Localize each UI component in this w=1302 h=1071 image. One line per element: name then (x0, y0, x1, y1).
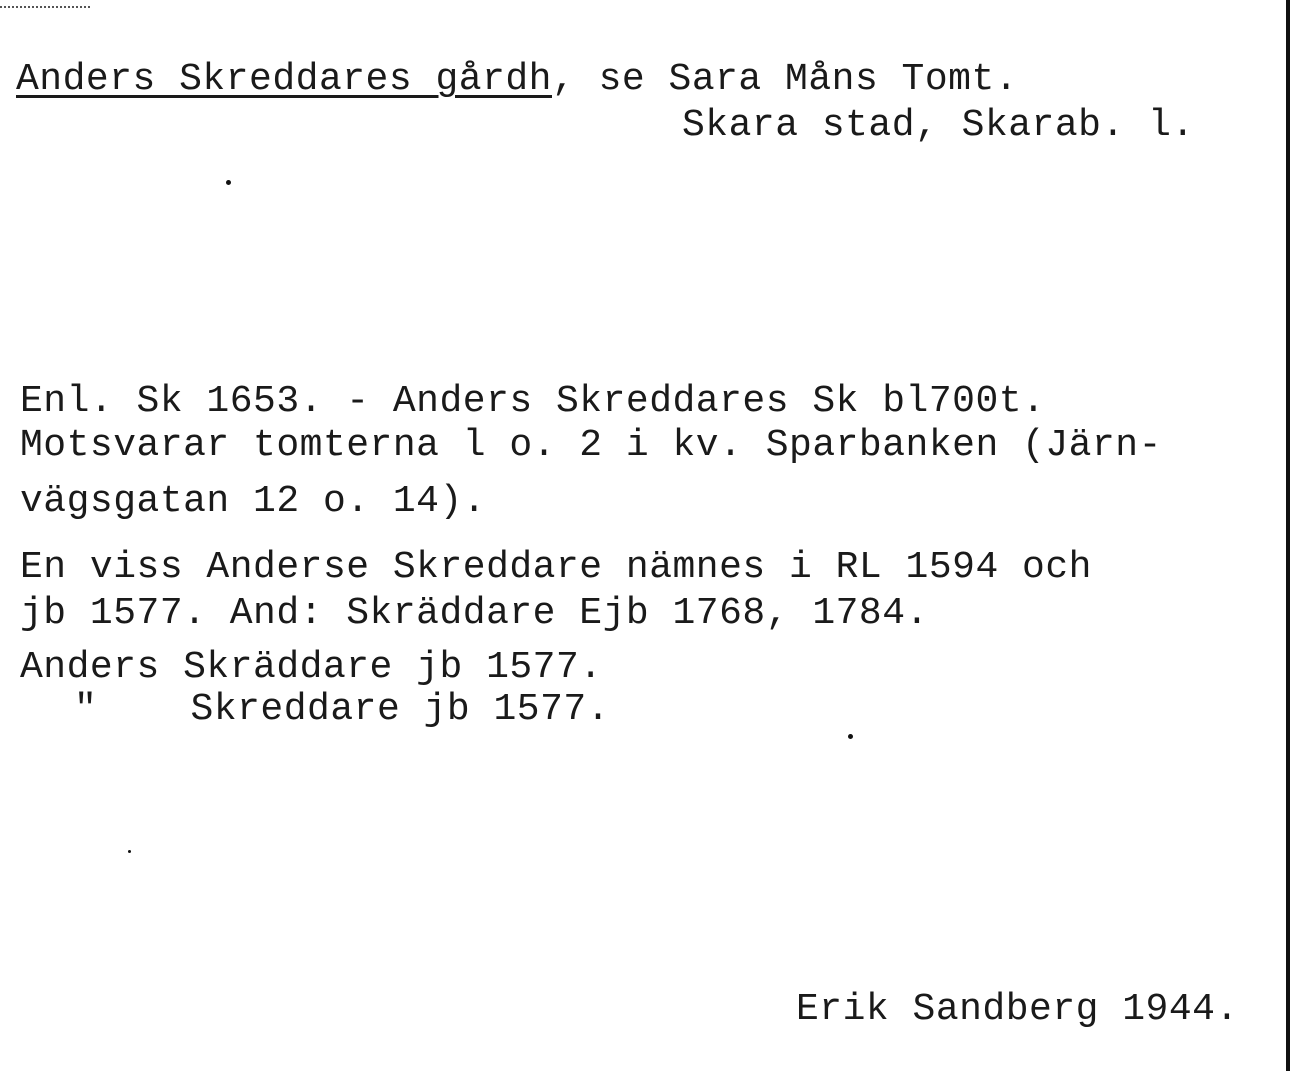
location-line: Skara stad, Skarab. l. (682, 104, 1195, 147)
edge-mark (0, 6, 90, 10)
paragraph1-line1: Enl. Sk 1653. - Anders Skreddares Sk bl700t. (20, 380, 1046, 423)
paragraph2-line2: jb 1577. And: Skräddare Ejb 1768, 1784. (20, 592, 929, 635)
paragraph2-line1: En viss Anderse Skreddare nämnes i RL 1594 och (20, 546, 1092, 589)
speck-mark (848, 734, 853, 739)
signature: Erik Sandberg 1944. (796, 988, 1239, 1031)
paragraph3-line1: Anders Skräddare jb 1577. (20, 646, 603, 689)
speck-mark (128, 850, 131, 853)
card-edge-line (1286, 0, 1290, 1071)
heading-reference: , se Sara Måns Tomt. (552, 58, 1019, 101)
heading-place-name: Anders Skreddares gårdh (16, 58, 552, 101)
speck-mark (226, 180, 231, 185)
paragraph1-line2: Motsvarar tomterna l o. 2 i kv. Sparbanken (Järn- (20, 424, 1162, 467)
paragraph3-line2: " Skreddare jb 1577. (74, 688, 610, 731)
paragraph1-line3: vägsgatan 12 o. 14). (20, 480, 487, 523)
card-heading (16, 58, 1018, 102)
